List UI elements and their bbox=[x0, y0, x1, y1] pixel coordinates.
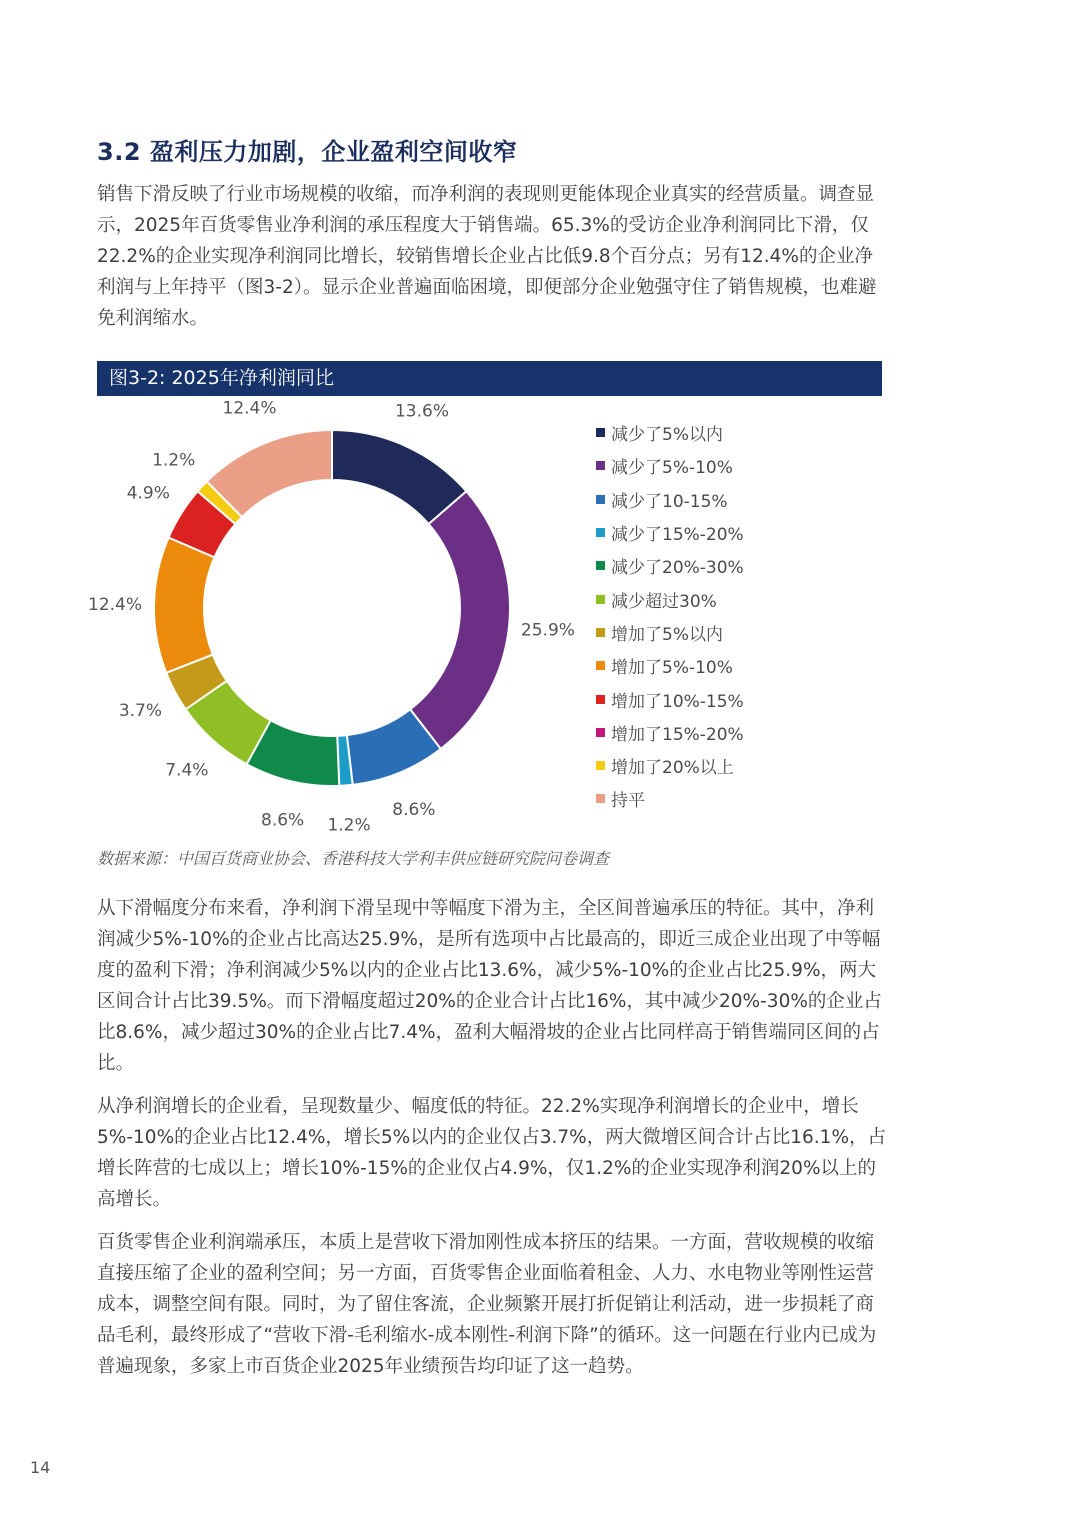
slice-value-label: 13.6% bbox=[394, 401, 450, 422]
legend-item bbox=[596, 782, 744, 815]
legend-label: 减少了5%以内 bbox=[611, 425, 723, 446]
legend-label: 增加了5%-10% bbox=[611, 658, 733, 679]
legend-label: 增加了20%以上 bbox=[611, 758, 734, 779]
body-paragraph-1: 从下滑幅度分布来看，净利润下滑呈现中等幅度下滑为主，全区间普遍承压的特征。其中，净利润减少5%-10%的企业占比高达25.9%，是所有选项中占比最高的，即近三成企业出现了中等幅度的盈利下滑；净利润减少5%以内的企业占比13.6%，减少5%-10%的企业占比25.9%，两大区间合计占比39.5%。而下滑幅度超过20%的企业合计占比16%，其中减少20%-30%的企业占比8.6%，减少超过30%的企业占比7.4%，盈利大幅滑坡的企业占比同样高于销售端同区间的占比。 bbox=[97, 898, 882, 1074]
legend-item bbox=[596, 582, 744, 615]
legend-item bbox=[596, 649, 744, 682]
page-number: 14 bbox=[30, 1458, 51, 1477]
legend-swatch bbox=[596, 428, 605, 437]
legend-label: 减少了20%-30% bbox=[611, 558, 744, 579]
legend-label: 增加了15%-20% bbox=[611, 724, 744, 745]
slice-value-label: 1.2% bbox=[152, 450, 196, 471]
legend-item bbox=[596, 749, 744, 782]
legend-swatch bbox=[596, 761, 605, 770]
legend-label: 减少了5%-10% bbox=[611, 458, 733, 479]
figure-title: 图3-2: 2025年净利润同比 bbox=[97, 361, 882, 396]
legend-label: 减少了10-15% bbox=[611, 491, 728, 512]
slice-value-label: 12.4% bbox=[222, 400, 277, 419]
legend-label: 减少了15%-20% bbox=[611, 525, 744, 546]
legend-item bbox=[596, 682, 744, 715]
legend-item bbox=[596, 549, 744, 582]
legend-swatch bbox=[596, 695, 605, 704]
slice-value-label: 12.4% bbox=[88, 595, 143, 616]
body-paragraph-3: 百货零售企业利润端承压，本质上是营收下滑加刚性成本挤压的结果。一方面，营收规模的收缩直接压缩了企业的盈利空间；另一方面，百货零售企业面临着租金、人力、水电物业等刚性运营成本，调整空间有限。同时，为了留住客流，企业频繁开展打折促销让利活动，进一步损耗了商品毛利，最终形成了“营收下滑-毛利缩水-成本刚性-利润下降”的循环。这一问题在行业内已成为普遍现象，多家上市百货企业2025年业绩预告均印证了这一趋势。 bbox=[97, 1232, 877, 1377]
section-title: 3.2 盈利压力加剧，企业盈利空间收窄 bbox=[97, 138, 518, 166]
legend-swatch bbox=[596, 794, 605, 803]
slice-value-label: 8.6% bbox=[392, 799, 436, 820]
slice-value-label: 4.9% bbox=[126, 483, 170, 504]
legend-label: 增加了5%以内 bbox=[611, 624, 723, 645]
legend-label: 减少超过30% bbox=[611, 591, 717, 612]
donut-slices bbox=[154, 430, 510, 786]
legend-label: 增加了10%-15% bbox=[611, 691, 744, 712]
legend-swatch bbox=[596, 728, 605, 737]
donut-chart bbox=[60, 400, 620, 845]
slice-value-label: 1.2% bbox=[327, 815, 371, 836]
legend-swatch bbox=[596, 561, 605, 570]
donut-slice bbox=[410, 491, 510, 749]
legend-item bbox=[596, 416, 744, 449]
legend-swatch bbox=[596, 661, 605, 670]
slice-value-label: 8.6% bbox=[261, 810, 305, 831]
legend-label: 持平 bbox=[611, 791, 645, 812]
body-paragraph-2: 从净利润增长的企业看，呈现数量少、幅度低的特征。22.2%实现净利润增长的企业中，增长5%-10%的企业占比12.4%，增长5%以内的企业仅占3.7%，两大微增区间合计占比16.1%，占增长阵营的七成以上；增长10%-15%的企业仅占4.9%，仅1.2%的企业实现净利润20%以上的高增长。 bbox=[97, 1096, 887, 1210]
legend-item bbox=[596, 516, 744, 549]
legend-item bbox=[596, 616, 744, 649]
legend-swatch bbox=[596, 461, 605, 470]
legend-item bbox=[596, 449, 744, 482]
legend-swatch bbox=[596, 528, 605, 537]
legend-item bbox=[596, 716, 744, 749]
chart-legend bbox=[596, 416, 744, 816]
legend-swatch bbox=[596, 595, 605, 604]
donut-slice bbox=[154, 537, 214, 672]
intro-paragraph: 销售下滑反映了行业市场规模的收缩，而净利润的表现则更能体现企业真实的经营质量。调查显示，2025年百货零售业净利润的承压程度大于销售端。65.3%的受访企业净利润同比下滑，仅22.2%的企业实现净利润同比增长，较销售增长企业占比低9.8个百分点；另有12.4%的企业净利润与上年持平（图3-2）。显示企业普遍面临困境，即便部分企业勉强守住了销售规模，也难避免利润缩水。 bbox=[97, 184, 877, 329]
legend-swatch bbox=[596, 495, 605, 504]
slice-value-label: 3.7% bbox=[118, 700, 163, 721]
slice-value-label: 25.9% bbox=[520, 620, 575, 641]
legend-swatch bbox=[596, 628, 605, 637]
legend-item bbox=[596, 483, 744, 516]
source-note: 数据来源：中国百货商业协会、香港科技大学利丰供应链研究院问卷调查 bbox=[97, 849, 610, 868]
slice-value-label: 7.4% bbox=[165, 760, 209, 781]
